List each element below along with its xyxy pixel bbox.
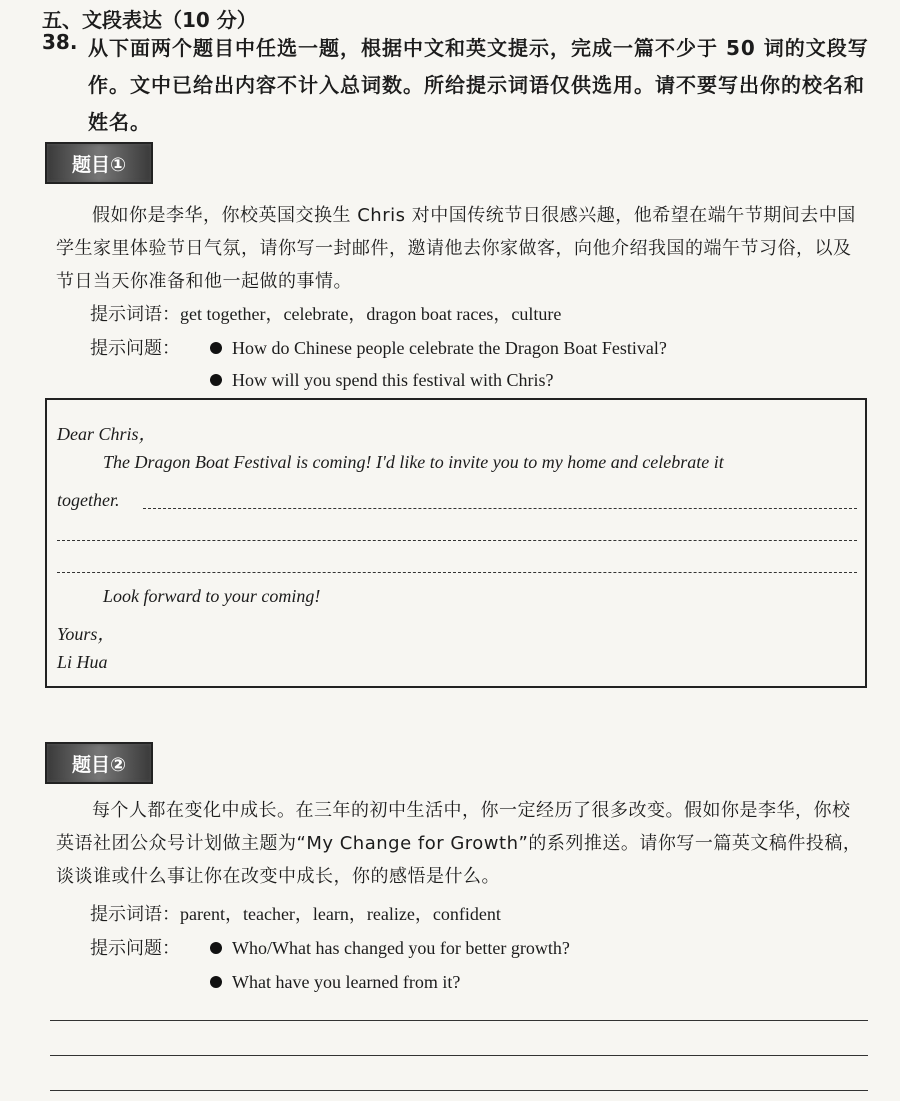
- topic-1-hint-words: [90, 300, 561, 329]
- topic-1-hint-questions-label: [90, 334, 180, 363]
- hint-words-value: get together，celebrate，dragon boat races，culture: [180, 304, 562, 324]
- letter-closing: Look forward to your coming!: [103, 586, 321, 606]
- question-instructions: 从下面两个题目中任选一题，根据中文和英文提示，完成一篇不少于 50 词的文段写作。文中已给出内容不计入总词数。所给提示词语仅供选用。请不要写出你的校名和姓名。: [88, 36, 869, 134]
- hint-questions-label: 提示问题：: [90, 338, 180, 359]
- letter-greeting: Dear Chris，: [57, 424, 157, 444]
- topic-2-hint-question-1: Who/What has changed you for better growth?: [210, 934, 570, 962]
- bullet-icon: [210, 942, 222, 954]
- topic-1-badge: 题目①: [45, 142, 153, 184]
- bullet-icon: [210, 342, 222, 354]
- writing-line[interactable]: [50, 1090, 868, 1091]
- writing-line[interactable]: [57, 540, 857, 541]
- hint-words-label: 提示词语：: [90, 904, 180, 925]
- topic-1-paragraph: 假如你是李华，你校英国交换生 Chris 对中国传统节日很感兴趣，他希望在端午节期间去中国学生家里体验节日气氛，请你写一封邮件，邀请他去你家做客，向他介绍我国的端午节习俗，以及节日当天你准备和他一起做的事情。: [56, 205, 856, 292]
- topic-2-hint-questions-label: [90, 934, 180, 963]
- writing-line[interactable]: [50, 1020, 868, 1021]
- topic-2-badge: 题目②: [45, 742, 153, 784]
- topic-2-hint-words: [90, 900, 501, 929]
- letter-opening-continued: together.: [57, 490, 120, 510]
- section-title: 五、文段表达（10 分）: [42, 8, 257, 32]
- hint-words-label: 提示词语：: [90, 304, 180, 325]
- bullet-icon: [210, 374, 222, 386]
- letter-signature: Li Hua: [57, 652, 108, 672]
- letter-opening: The Dragon Boat Festival is coming! I'd like to invite you to my home and celebrate it: [103, 452, 724, 472]
- bullet-icon: [210, 976, 222, 988]
- hint-questions-label: 提示问题：: [90, 938, 180, 959]
- topic-2-hint-question-2: What have you learned from it?: [210, 968, 460, 996]
- writing-line[interactable]: [57, 572, 857, 573]
- letter-sign-off: Yours，: [57, 624, 116, 644]
- letter-template-box: [45, 398, 867, 688]
- topic-1-hint-question-2: How will you spend this festival with Chris?: [210, 366, 553, 394]
- writing-line[interactable]: [143, 508, 857, 509]
- writing-line[interactable]: [50, 1055, 868, 1056]
- topic-1-hint-question-1: How do Chinese people celebrate the Dragon Boat Festival?: [210, 334, 667, 362]
- question-number: 38.: [42, 30, 78, 54]
- hint-words-value: parent，teacher，learn，realize，confident: [180, 904, 501, 924]
- topic-2-paragraph: 每个人都在变化中成长。在三年的初中生活中，你一定经历了很多改变。假如你是李华，你校英语社团公众号计划做主题为“My Change for Growth”的系列推送。请你写一篇英文稿件投稿，谈谈谁或什么事让你在改变中成长，你的感悟是什么。: [56, 800, 862, 887]
